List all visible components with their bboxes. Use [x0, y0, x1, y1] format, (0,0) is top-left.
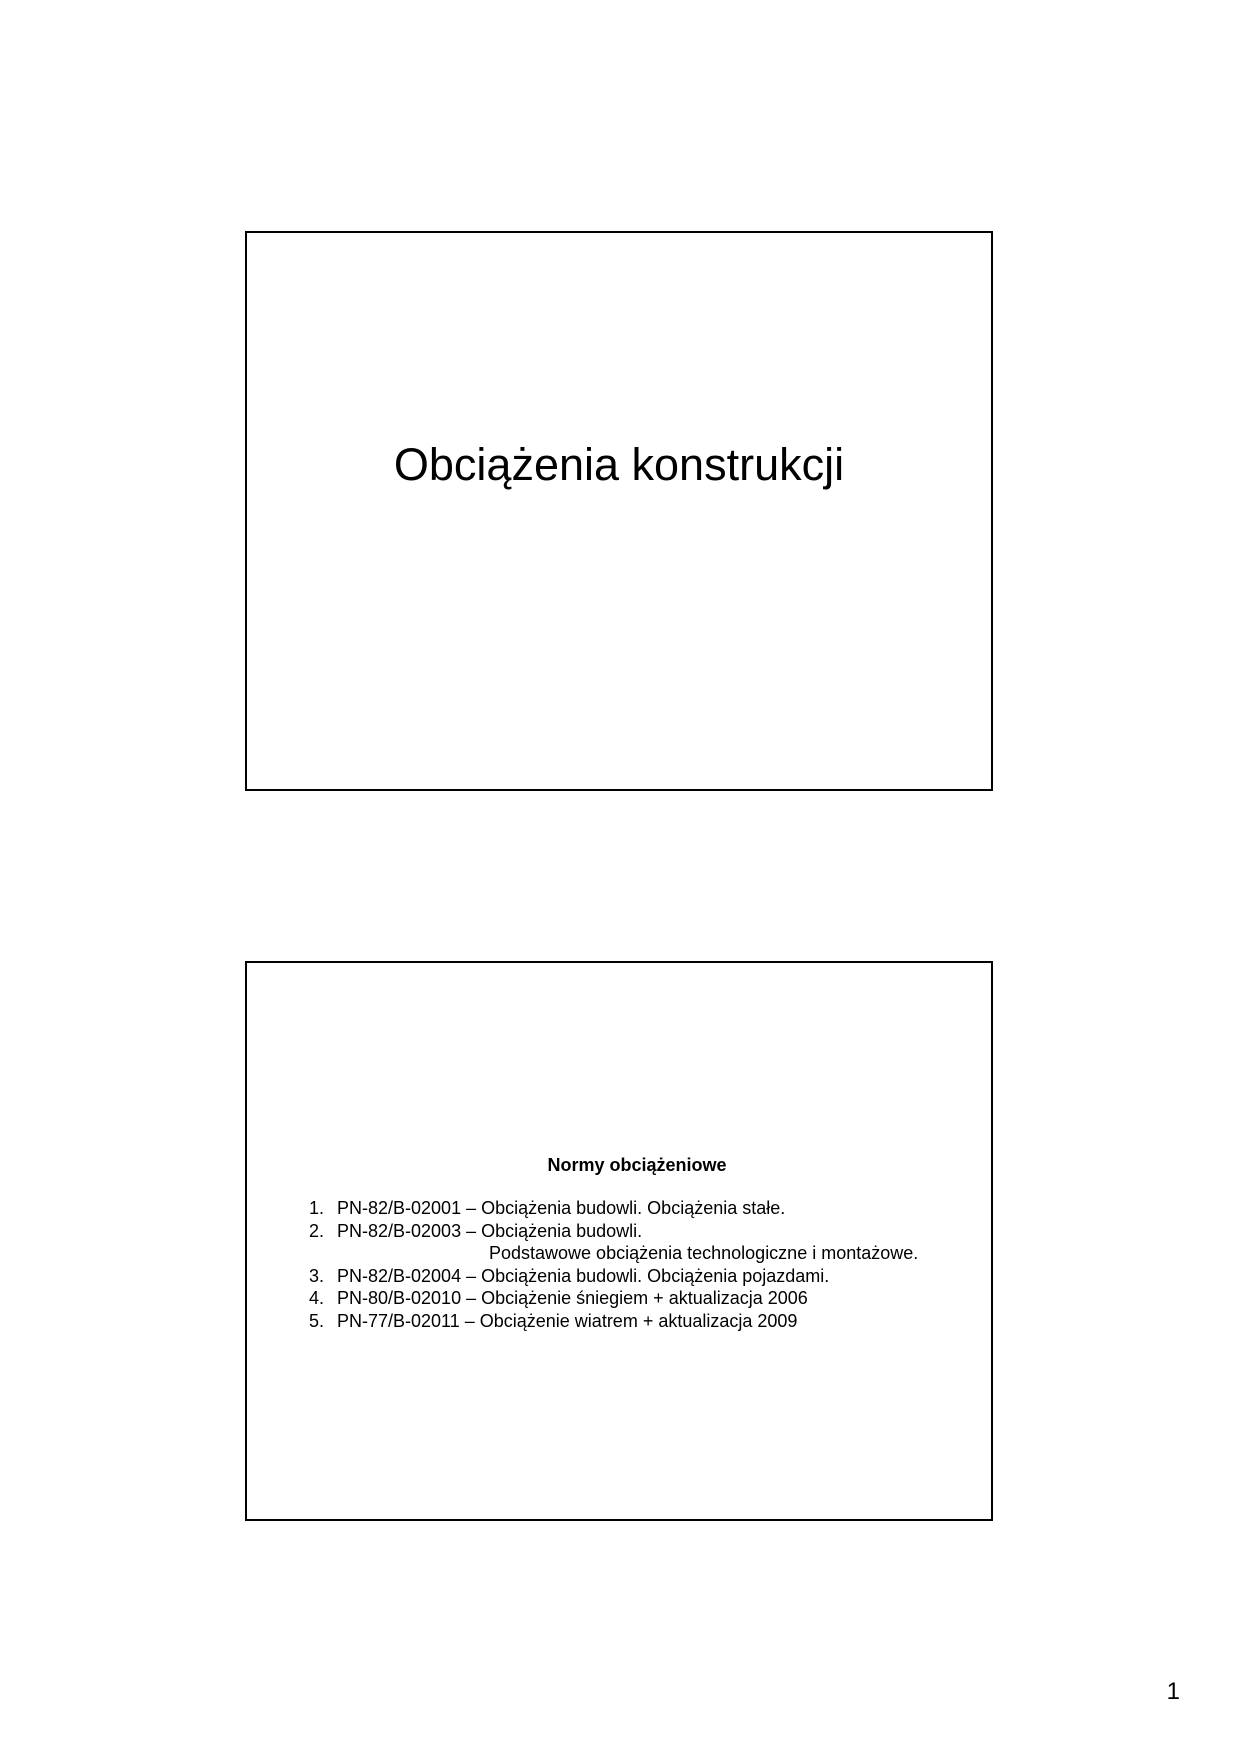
list-item: [309, 1310, 918, 1333]
list-item-text: PN-82/B-02003 – Obciążenia budowli.: [337, 1220, 643, 1241]
list-item-text: PN-77/B-02011 – Obciążenie wiatrem + aktualizacja 2009: [337, 1310, 798, 1331]
list-item-text: PN-80/B-02010 – Obciążenie śniegiem + aktualizacja 2006: [337, 1288, 808, 1308]
list-item: [309, 1265, 918, 1288]
list-item: [309, 1287, 918, 1310]
list-item-continuation: Podstawowe obciążenia technologiczne i montażowe.: [489, 1243, 919, 1263]
slide-title: Obciążenia konstrukcji: [393, 439, 845, 490]
list-item-number: 3.: [309, 1265, 325, 1286]
norms-heading: Normy obciążeniowe: [547, 1155, 727, 1175]
list-item: [309, 1220, 918, 1265]
list-item: [309, 1197, 918, 1220]
list-item-number: 2.: [309, 1220, 325, 1241]
list-item-number: 5.: [309, 1310, 325, 1331]
list-item-number: 1.: [309, 1198, 325, 1218]
list-item-text: PN-82/B-02004 – Obciążenia budowli. Obciążenia pojazdami.: [337, 1265, 830, 1286]
norms-list: [309, 1197, 918, 1332]
list-item-text: PN-82/B-02001 – Obciążenia budowli. Obciążenia stałe.: [337, 1198, 786, 1218]
slide-norms-frame: [245, 961, 993, 1521]
page-number: 1: [1166, 1678, 1180, 1705]
list-item-number: 4.: [309, 1288, 325, 1308]
slide-title-frame: [245, 231, 993, 791]
